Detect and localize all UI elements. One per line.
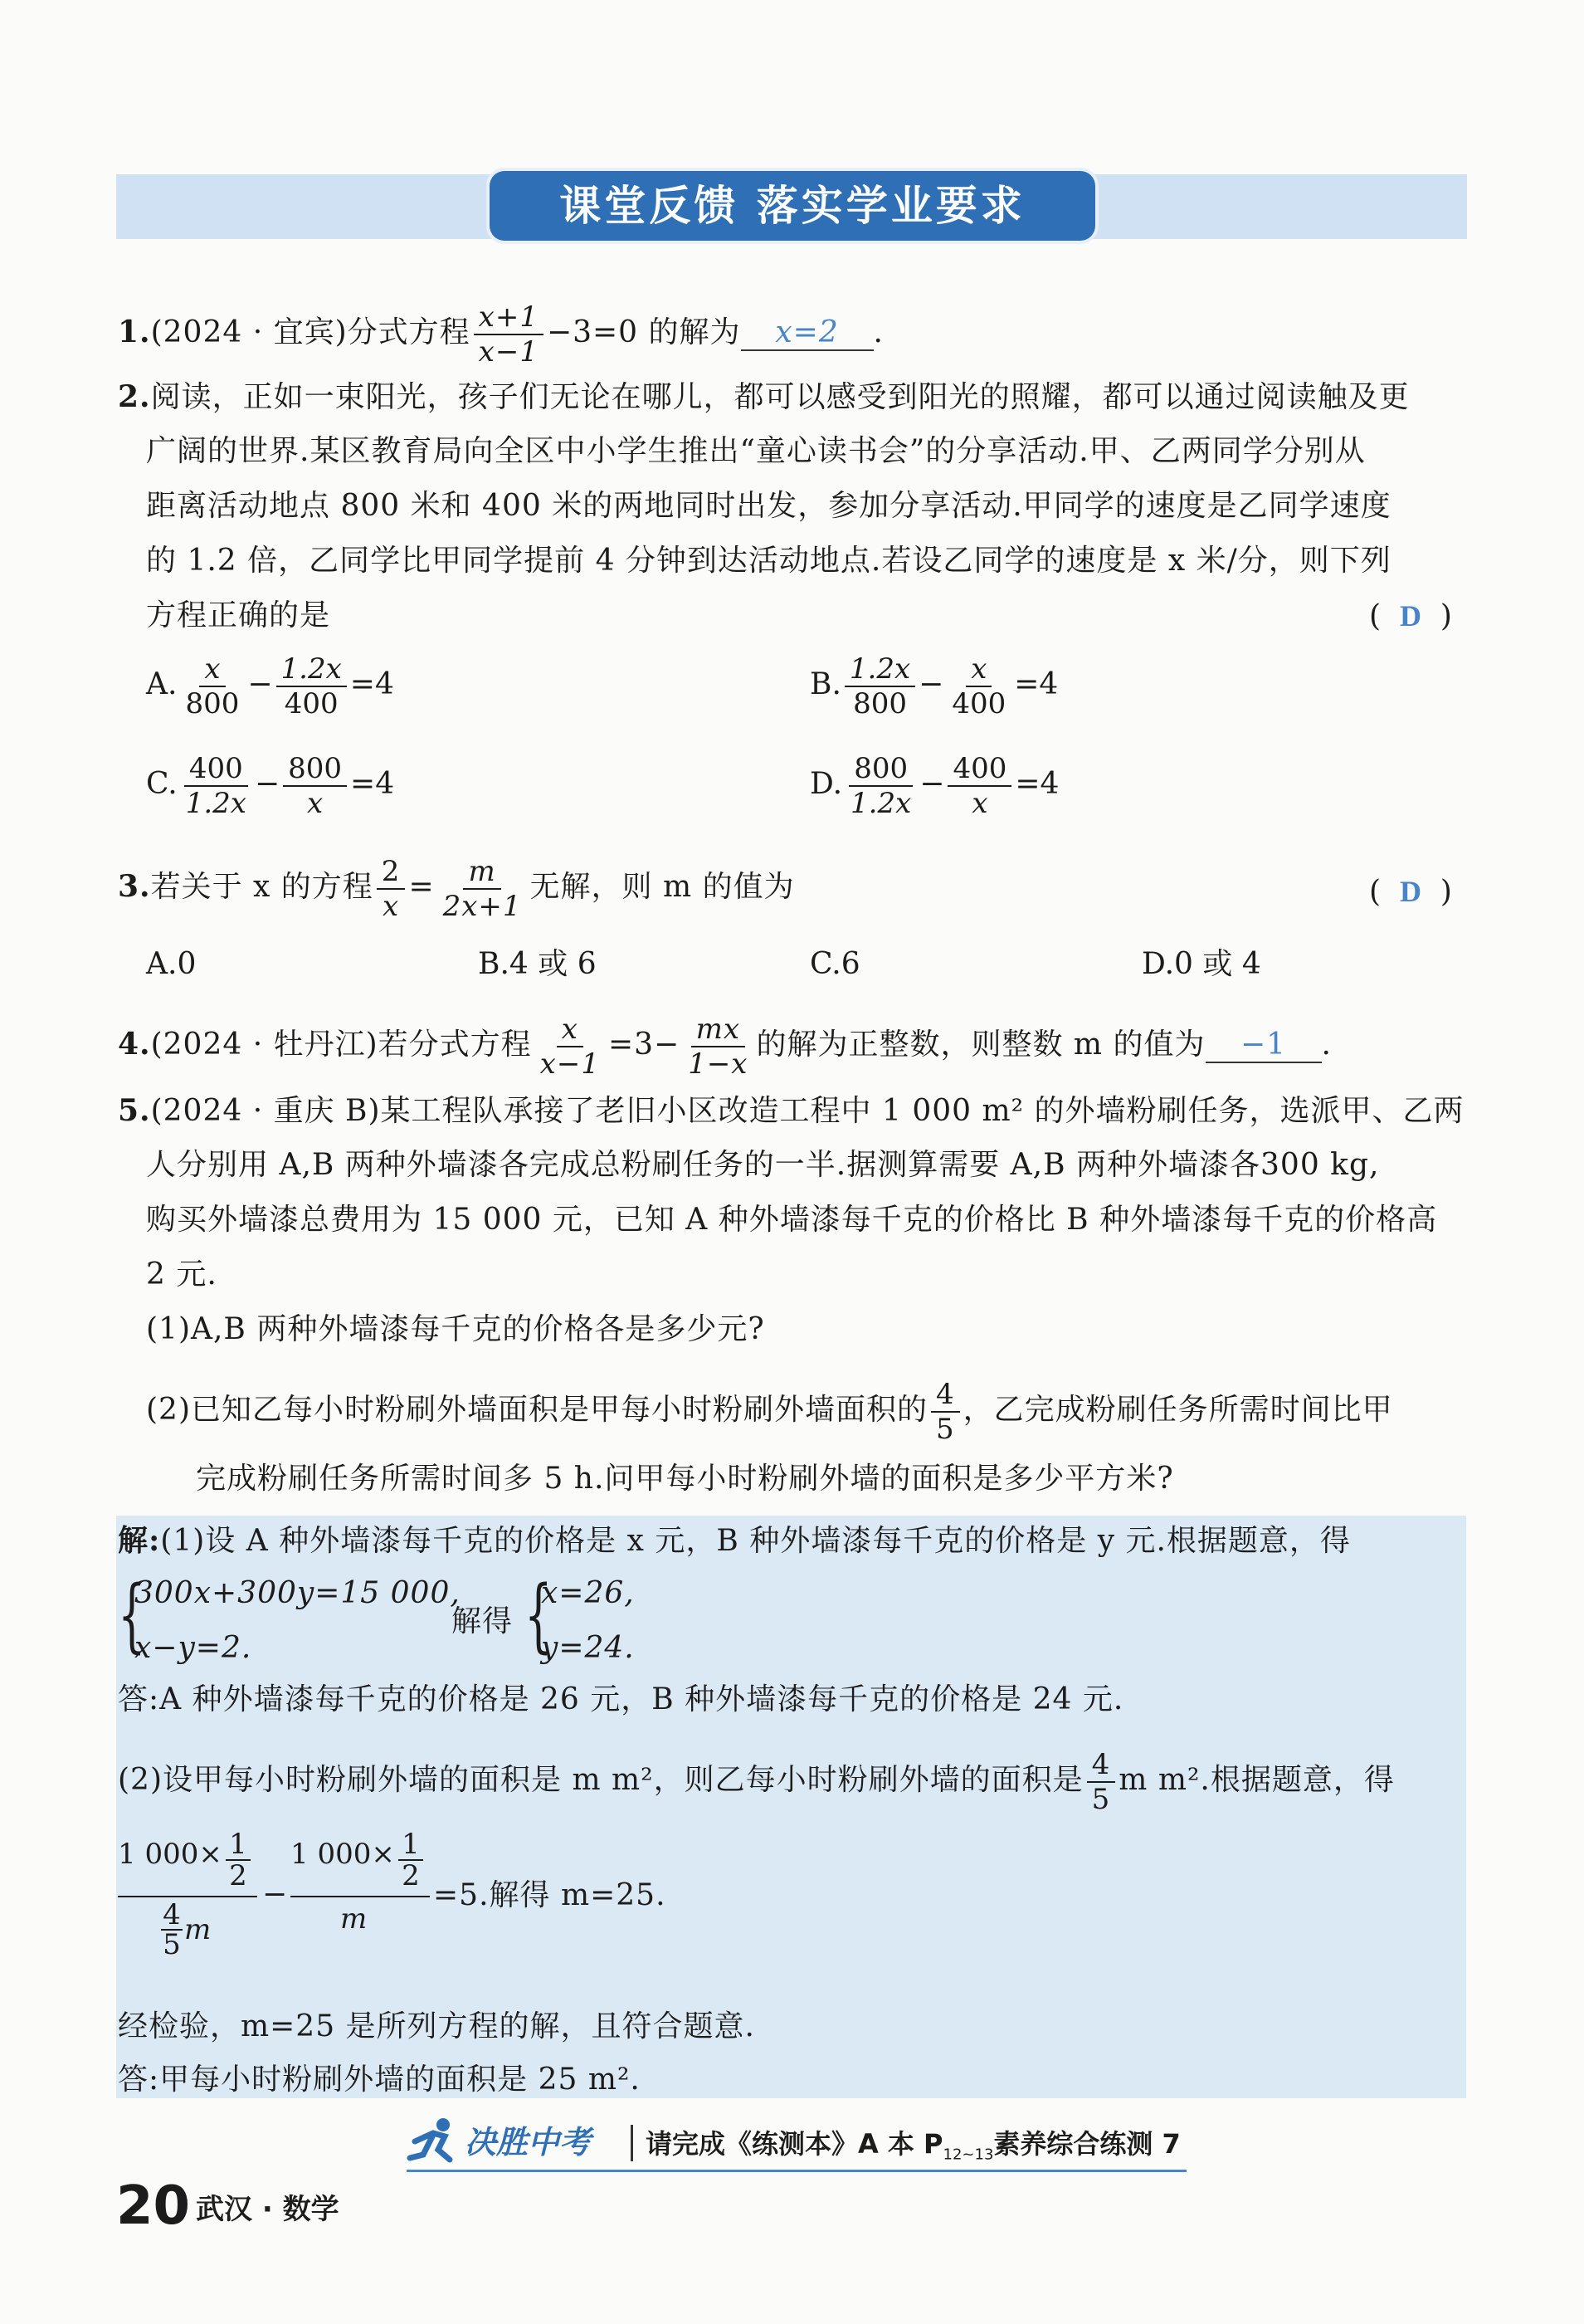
q1-fraction: $\frac{x+1}{x-1}$ (474, 300, 543, 369)
q2-option-c[interactable]: C. $\frac{400}{1.2x}$ − $\frac{800}{x}$ =4 (146, 752, 395, 820)
check-line: 经检验，m=25 是所列方程的解，且符合题意. (118, 2009, 755, 2043)
q4-answer-blank: −1 (1206, 1028, 1322, 1063)
question-5-sub-2-line-2: 完成粉刷任务所需时间多 5 h.问甲每小时粉刷外墙的面积是多少平方米? (196, 1462, 1174, 1496)
system-2-eq-2: y=24. (541, 1631, 635, 1665)
question-5-line-3: 购买外墙漆总费用为 15 000 元，已知 A 种外墙漆每千克的价格比 B 种外墙漆每千克的价格高 (146, 1203, 1438, 1237)
question-2-line-2: 广阔的世界.某区教育局向全区中小学生推出“童心读书会”的分享活动.甲、乙两同学分别从 (146, 434, 1366, 468)
footer-divider (631, 2125, 633, 2161)
system-2-eq-1: x=26, (541, 1576, 635, 1610)
page-number: 20 (116, 2175, 191, 2237)
question-5-line-4: 2 元. (146, 1257, 217, 1291)
question-5-line-2: 人分别用 A,B 两种外墙漆各完成总粉刷任务的一半.据测算需要 A,B 两种外墙漆各300 kg, (146, 1148, 1380, 1182)
answer-2: 答:甲每小时粉刷外墙的面积是 25 m². (118, 2063, 641, 2097)
system-1-eq-1: 300x+300y=15 000, (134, 1576, 461, 1610)
complex-fraction-1: 1 000× 1 2 4 5 m (118, 1829, 257, 1962)
solution-block: 解:(1)设 A 种外墙漆每千克的价格是 x 元，B 种外墙漆每千克的价格是 y 元.根据题意，得 { 300x+300y=15 000, x−y=2. 解得 { x=26, y=24. 答:A 种外墙漆每千克的价格是 26 元，B 种外墙漆每千克的价格是 24 元. (2)设甲每小时粉刷外墙的面积是 m m²，则乙每小时粉刷外墙的面积是 $\frac{4}{5}$ m m².根据题意，得 1 000× 1 2 4 5 m − 1 000× 1 2 m =5.解得 m=25. 经检验，m=25 是所列方程的解，且符合题意. 答:甲每小时粉刷外墙的面积是 25 m². (116, 1516, 1466, 2098)
runner-icon (405, 2116, 463, 2166)
question-5-line-1: 5.(2024 · 重庆 B)某工程队承接了老旧小区改造工程中 1 000 m² 的外墙粉刷任务，选派甲、乙两 (118, 1093, 1465, 1128)
footer-logo: 决胜中考 (465, 2124, 592, 2160)
q3-choice: ( D ) (1369, 875, 1452, 909)
question-5-sub-1: (1)A,B 两种外墙漆每千克的价格各是多少元? (146, 1312, 765, 1346)
banner-title: 课堂反馈 落实学业要求 (559, 182, 1026, 230)
q3-option-a[interactable]: A.0 (146, 947, 197, 981)
big-equation-rhs: =5.解得 m=25. (433, 1878, 666, 1912)
question-4: 4.(2024 · 牡丹江)若分式方程 $\frac{x}{x-1}$ =3− $\frac{mx}{1-x}$ 的解为正整数，则整数 m 的值为 −1 . (118, 1013, 1332, 1081)
footer-text: 请完成《练测本》A 本 $P_{12\sim 13}$素养综合练测 7 (646, 2128, 1181, 2164)
q3-option-b[interactable]: B.4 或 6 (478, 947, 597, 981)
q1-answer-blank: x=2 (741, 316, 874, 351)
solution-line-2: (2)设甲每小时粉刷外墙的面积是 m m²，则乙每小时粉刷外墙的面积是 $\frac{4}{5}$ m m².根据题意，得 (118, 1748, 1395, 1816)
banner-title-box (490, 171, 1095, 241)
question-2-line-3: 距离活动地点 800 米和 400 米的两地同时出发，参加分享活动.甲同学的速度是乙同学速度 (146, 489, 1391, 523)
question-2-line-4: 的 1.2 倍，乙同学比甲同学提前 4 分钟到达活动地点.若设乙同学的速度是 x 米/分，则下列 (146, 544, 1391, 578)
q2-choice: ( D ) (1369, 599, 1452, 633)
q3-option-d[interactable]: D.0 或 4 (1142, 947, 1261, 981)
question-2-line-1: 2.阅读，正如一束阳光，孩子们无论在哪儿，都可以感受到阳光的照耀，都可以通过阅读触及更 (118, 379, 1410, 414)
q3-option-c[interactable]: C.6 (810, 947, 860, 981)
system-1-eq-2: x−y=2. (134, 1631, 252, 1665)
answer-1: 答:A 种外墙漆每千克的价格是 26 元，B 种外墙漆每千克的价格是 24 元. (118, 1682, 1124, 1716)
q2-option-d[interactable]: D. $\frac{800}{1.2x}$ − $\frac{400}{x}$ =4 (810, 752, 1060, 820)
book-title: 武汉 · 数学 (196, 2193, 339, 2226)
left-brace-1: { (118, 1569, 146, 1662)
question-3: 3.若关于 x 的方程 $\frac{2}{x}$ = $\frac{m}{2x+1}$ 无解，则 m 的值为 (118, 855, 795, 923)
solution-line-1: 解:(1)设 A 种外墙漆每千克的价格是 x 元，B 种外墙漆每千克的价格是 y 元.根据题意，得 (118, 1523, 1351, 1558)
solve-label: 解得 (451, 1604, 514, 1638)
complex-fraction-2: 1 000× 1 2 m (290, 1829, 430, 1962)
q2-option-b[interactable]: B. $\frac{1.2x}{800}$ − $\frac{x}{400}$ =4 (810, 652, 1059, 720)
q2-option-a[interactable]: A. $\frac{x}{800}$ − $\frac{1.2x}{400}$ =4 (146, 652, 394, 720)
question-5-sub-2: (2)已知乙每小时粉刷外墙面积是甲每小时粉刷外墙面积的 $\frac{4}{5}$ ，乙完成粉刷任务所需时间比甲 (146, 1378, 1393, 1446)
left-brace-2: { (524, 1569, 553, 1662)
question-1: 1.(2024 · 宜宾)分式方程 $\frac{x+1}{x-1}$ −3=0 的解为 x=2 . (118, 300, 884, 369)
question-2-line-5: 方程正确的是 (146, 598, 331, 632)
